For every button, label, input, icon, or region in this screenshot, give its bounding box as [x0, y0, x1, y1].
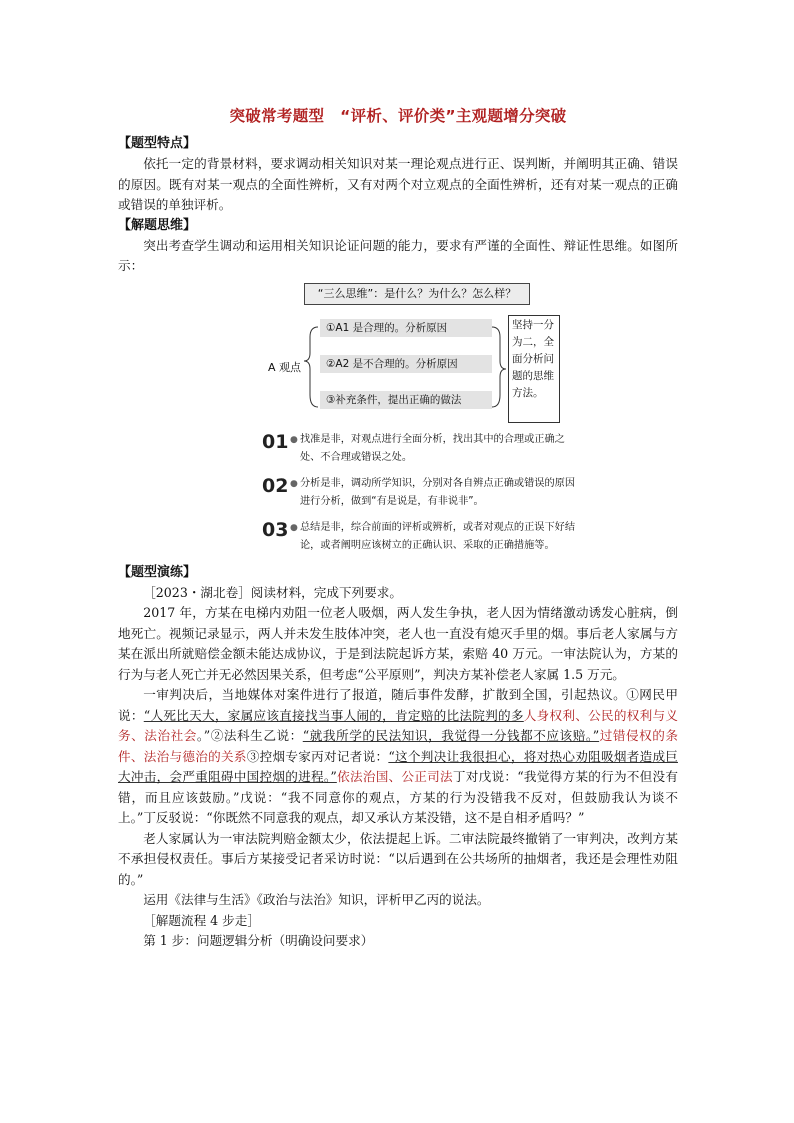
solution-step-1: 第 1 步：问题逻辑分析（明确设问要求）	[143, 933, 374, 948]
number-03: 03	[262, 518, 289, 541]
thinking-text: 突出考查学生调动和运用相关知识论证问题的能力，要求有严谨的全面性、辩证性思维。如图所示：	[118, 237, 678, 273]
netizen-a-quote: “人死比天大，家属应该直接找当事人闹的，肯定赔的比法院判的多	[143, 707, 524, 723]
practice-heading: 【题型演练】	[118, 564, 197, 580]
dialectic-note-box: 坚持一分为二，全面分析问题的思维方法。	[508, 315, 560, 423]
page	[118, 100, 678, 952]
expert-c-quote: “这个判决让我很担心，将对热心劝阻吸烟者造成巨大冲击，会严重阻碍中国控烟的进程。”	[118, 748, 678, 784]
numbered-text-2: 分析是非，调动所学知识，分别对各自辨点正确或错误的原因进行分析，做到“有是说是，有非说非”。	[300, 477, 576, 507]
a-viewpoint-label: A 观点	[268, 360, 302, 374]
annotation-c: 依法治国、公正司法	[336, 769, 453, 784]
step-2: ②A2 是不合理的。分析原因	[320, 355, 492, 373]
left-brace	[304, 327, 318, 407]
practice-para-3: 老人家属认为一审法院判赔金额太少，依法提起上诉。二审法院最终撤销了一审判决，改判方某不承担侵权责任。事后方某接受记者采访时说：“以后遇到在公共场所的抽烟者，我还是会理性劝阻的。”	[118, 830, 678, 887]
bullet-dot-icon: ●	[290, 478, 298, 489]
numbered-text-3: 总结是非，综合前面的评析或辨析，或者对观点的正误下好结论，或者阐明应该树立的正确认识、采取的正确措施等。	[300, 521, 576, 551]
bullet-dot-icon: ●	[290, 434, 298, 445]
annotation-a: 人身权利、公民的权利与义务、法治社会	[118, 707, 678, 743]
number-01: 01	[262, 430, 289, 453]
three-questions-box: “三么思维”：是什么？为什么？怎么样？	[304, 283, 530, 305]
numbered-item-1	[262, 431, 582, 471]
practice-source: ［2023・湖北卷］阅读材料，完成下列要求。	[143, 584, 402, 600]
numbered-text-1: 找准是非，对观点进行全面分析，找出其中的合理或正确之处、不合理或错误之处。	[300, 433, 565, 463]
numbered-item-2	[262, 475, 582, 515]
student-b-quote: “就我所学的民法知识，我觉得一分钱都不应该赔。”	[302, 728, 600, 743]
step-1: ①A1 是合理的。分析原因	[320, 319, 492, 337]
features-text: 依托一定的背景材料，要求调动相关知识对某一理论观点进行正、误判断，并阐明其正确、错误的原因。既有对某一观点的全面性辨析，又有对两个对立观点的全面性辨析，还有对某一观点的正确或错误的单独评析。	[118, 156, 678, 212]
practice-para-2	[118, 685, 678, 829]
practice-task: 运用《法律与生活》《政治与法治》知识，评析甲乙丙的说法。	[143, 892, 490, 907]
para2-b-intro: 。”②法科生乙说：	[196, 728, 303, 743]
page-title: 突破常考题型 “评析、评价类”主观题增分突破	[229, 107, 567, 125]
step-3: ③补充条件，提出正确的做法	[320, 391, 492, 409]
solution-flow-heading: ［解题流程 4 步走］	[143, 912, 260, 928]
features-heading: 【题型特点】	[118, 136, 197, 151]
para2-c-intro: ③控烟专家丙对记者说：	[246, 748, 389, 764]
bullet-dot-icon: ●	[290, 522, 298, 533]
numbered-item-3	[262, 519, 582, 575]
annotation-b: 过错侵权的条件、法治与德治的关系	[118, 728, 679, 764]
thinking-heading: 【解题思维】	[118, 217, 197, 233]
para2-intro: 一审判决后，当地媒体对案件进行了报道，随后事件发酵，扩散到全国，引起热议。①网民甲说：	[118, 687, 678, 723]
right-brace	[492, 327, 506, 407]
number-02: 02	[262, 474, 289, 497]
thinking-diagram	[118, 279, 678, 559]
practice-para-1: 2017 年，方某在电梯内劝阻一位老人吸烟，两人发生争执，老人因为情绪激动诱发心脏病，倒地死亡。视频记录显示，两人并未发生肢体冲突，老人也一直没有熄灭手里的烟。事后老人家属与方某在派出所就赔偿金额未能达成协议，于是到法院起诉方某，索赔 40 万元。一审法院认为，方某的行为与老人死亡并无必然因果关系，但考虑“公平原则”，判决方某补偿老人家属 1.5 万元。	[118, 605, 678, 682]
para2-dialogue: 丁对戊说：“我觉得方某的行为不但没有错，而且应该鼓励。”戊说：“我不同意你的观点，方某的行为没错我不反对，但鼓励我认为谈不上。”丁反驳说：“你既然不同意我的观点，却又承认方某没错，这不是自相矛盾吗？”	[118, 769, 678, 825]
